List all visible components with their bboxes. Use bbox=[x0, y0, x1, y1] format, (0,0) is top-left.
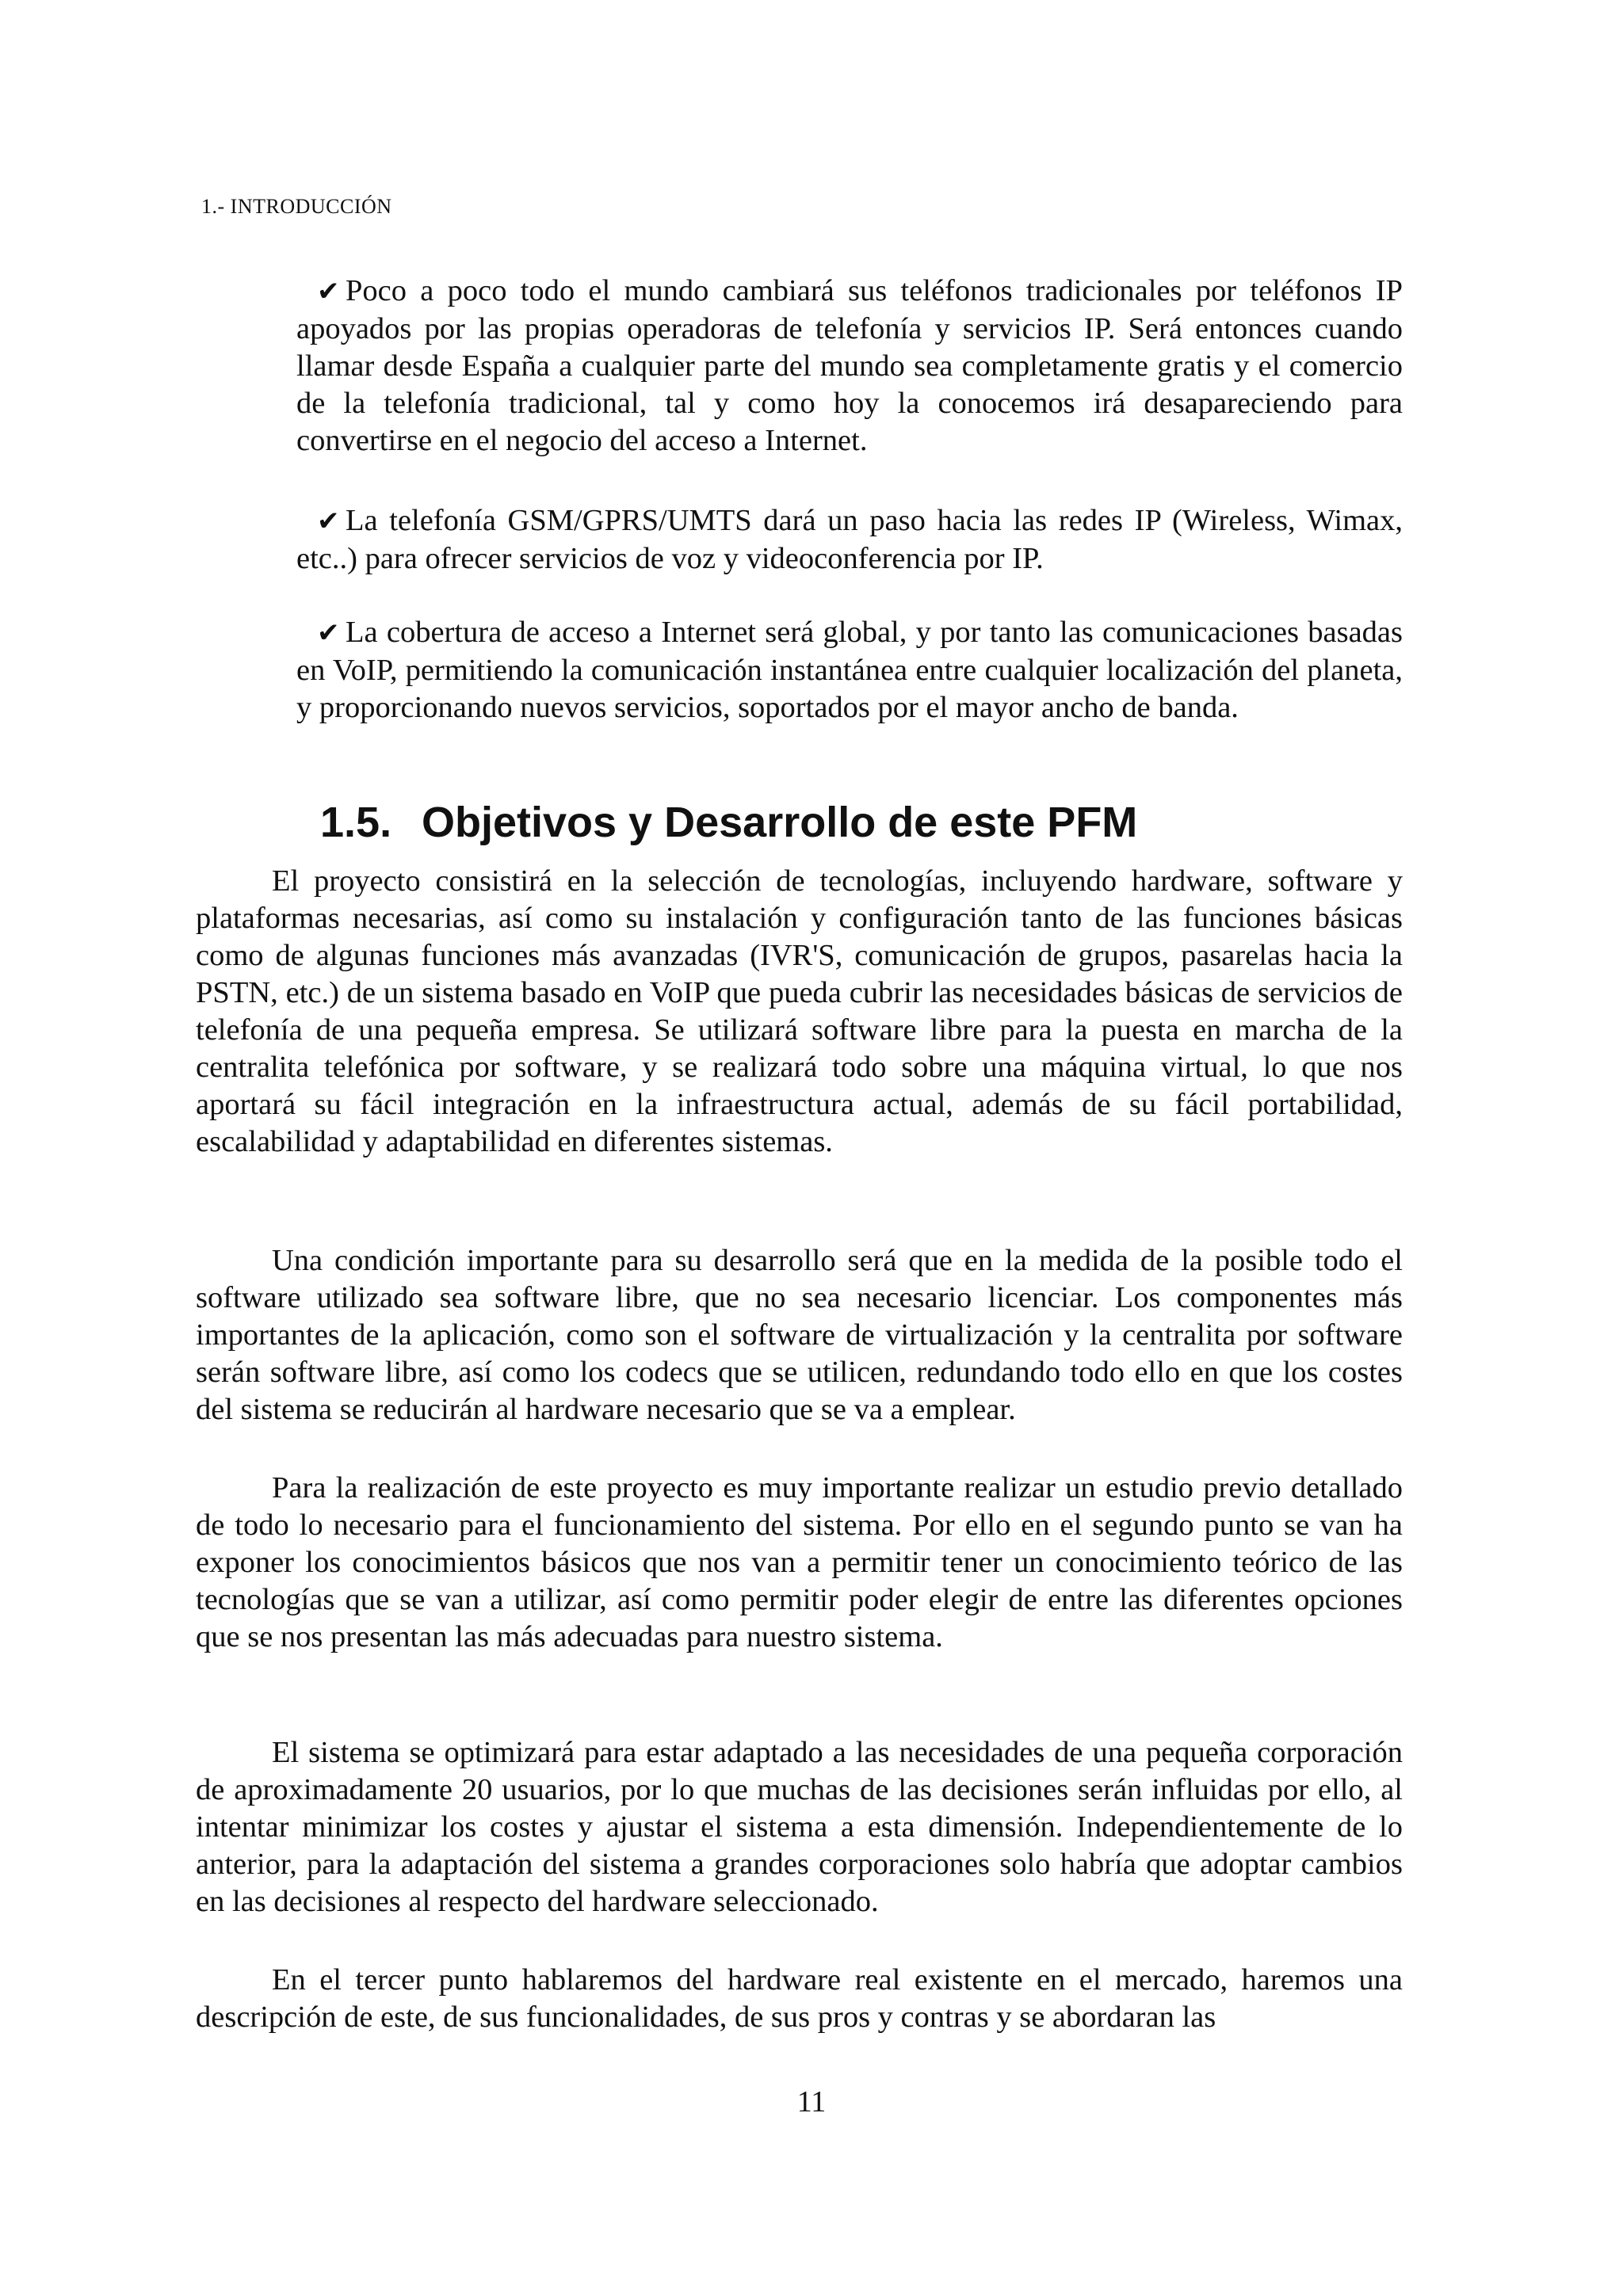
body-paragraph: El proyecto consistirá en la selección de tecnologías, incluyendo hardware, software y plataformas necesarias, así como su instalación y configuración tanto de las funciones básicas como de algunas funciones más avanzadas (IVR'S, comunicación de grupos, pasarelas hacia la PSTN, etc.) de un sistema basado en VoIP que pueda cubrir las necesidades básicas de servicios de telefonía de una pequeña empresa. Se utilizará software libre para la puesta en marcha de la centralita telefónica por software, y se realizará todo sobre una máquina virtual, lo que nos aportará su fácil integración en la infraestructura actual, además de su fácil portabilidad, escalabilidad y adaptabilidad en diferentes sistemas. bbox=[196, 864, 1403, 1158]
body-paragraph: Para la realización de este proyecto es muy importante realizar un estudio previo detallado de todo lo necesario para el funcionamiento del sistema. Por ello en el segundo punto se van ha exponer los conocimientos básicos que nos van a permitir tener un conocimiento teórico de las tecnologías que se van a utilizar, así como permitir poder elegir de entre las diferentes opciones que se nos presentan las más adecuadas para nuestro sistema. bbox=[196, 1471, 1403, 1653]
bullet-text: La cobertura de acceso a Internet será global, y por tanto las comunicaciones basadas en VoIP, permitiendo la comunicación instantánea entre cualquier localización del planeta, y proporcionando nuevos servicios, soportados por el mayor ancho de banda. bbox=[296, 616, 1403, 724]
running-header: 1.- INTRODUCCIÓN bbox=[201, 195, 392, 218]
check-mark-icon: ✔ bbox=[317, 617, 340, 649]
body-paragraph: Una condición importante para su desarrollo será que en la medida de la posible todo el software utilizado sea software libre, que no sea necesario licenciar. Los componentes más importantes de la aplicación, como son el software de virtualización y la centralita por software serán software libre, así como los codecs que se utilicen, redundando todo ello en que los costes del sistema se reducirán al hardware necesario que se va a emplear. bbox=[196, 1244, 1403, 1426]
bullet-item bbox=[296, 614, 1403, 727]
bullet-text: La telefonía GSM/GPRS/UMTS dará un paso hacia las redes IP (Wireless, Wimax, etc..) para ofrecer servicios de voz y videoconferencia por IP. bbox=[296, 504, 1403, 575]
page-number: 11 bbox=[796, 2085, 827, 2119]
check-mark-icon: ✔ bbox=[317, 276, 340, 307]
bullet-text: Poco a poco todo el mundo cambiará sus teléfonos tradicionales por teléfonos IP apoyados por las propias operadoras de telefonía y servicios IP. Será entonces cuando llamar desde España a cualquier parte del mundo sea completamente gratis y el comercio de la telefonía tradicional, tal y como hoy la conocemos irá desapareciendo para convertirse en el negocio del acceso a Internet. bbox=[296, 274, 1403, 457]
section-number: 1.5. bbox=[320, 799, 392, 846]
section-heading bbox=[320, 797, 1137, 848]
bullet-item bbox=[296, 273, 1403, 460]
body-paragraph: El sistema se optimizará para estar adaptado a las necesidades de una pequeña corporación de aproximadamente 20 usuarios, por lo que muchas de las decisiones serán influidas por ello, al intentar minimizar los costes y ajustar el sistema a esta dimensión. Independientemente de lo anterior, para la adaptación del sistema a grandes corporaciones solo habría que adoptar cambios en las decisiones al respecto del hardware seleccionado. bbox=[196, 1736, 1403, 1918]
check-mark-icon: ✔ bbox=[317, 505, 340, 537]
body-paragraph: En el tercer punto hablaremos del hardware real existente en el mercado, haremos una descripción de este, de sus funcionalidades, de sus pros y contras y se abordaran las bbox=[196, 1963, 1403, 2034]
bullet-item bbox=[296, 502, 1403, 578]
section-title: Objetivos y Desarrollo de este PFM bbox=[422, 799, 1138, 846]
